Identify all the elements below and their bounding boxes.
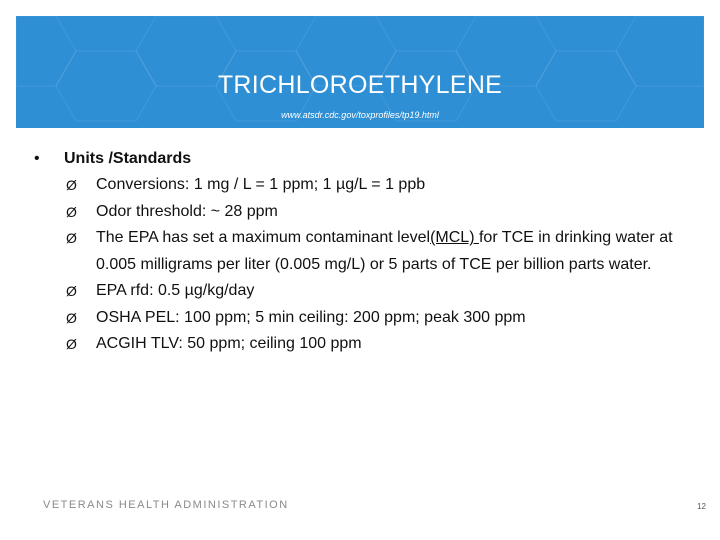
list-item	[34, 199, 694, 226]
section-heading-row	[34, 146, 694, 172]
title-banner	[16, 16, 704, 128]
arrow-bullet-icon: Ø	[66, 203, 77, 220]
footer-organization: VETERANS HEALTH ADMINISTRATION	[43, 499, 289, 511]
list-item-text: EPA rfd: 0.5 µg/kg/day	[96, 282, 255, 299]
arrow-bullet-icon: Ø	[66, 230, 77, 246]
mcl-text-after: for TCE in drinking water at 0.005 milligrams per liter (0.005 mg/L) or 5 parts of TCE per billion parts water.	[96, 229, 673, 273]
arrow-bullet-icon: Ø	[66, 177, 77, 193]
list-item	[34, 278, 694, 305]
mcl-text-before: The EPA has set a maximum contaminant level	[96, 229, 431, 246]
arrow-bullet-icon: Ø	[66, 336, 77, 352]
arrow-bullet-icon: Ø	[66, 283, 77, 299]
page-number: 12	[697, 502, 706, 511]
list-item-text: Conversions: 1 mg / L = 1 ppm; 1 µg/L = 1 ppb	[96, 176, 426, 193]
list-item-text: ACGIH TLV: 50 ppm; ceiling 100 ppm	[96, 335, 362, 352]
list-item	[34, 172, 694, 199]
list-item-text: OSHA PEL: 100 ppm; 5 min ceiling: 200 ppm; peak 300 ppm	[96, 308, 526, 326]
source-url: www.atsdr.cdc.gov/toxprofiles/tp19.html	[281, 110, 439, 120]
slide-title: TRICHLOROETHYLENE	[217, 71, 503, 99]
arrow-bullet-icon: Ø	[66, 309, 77, 326]
list-item	[34, 305, 694, 332]
list-item-text	[96, 225, 694, 278]
bullet-icon: •	[34, 150, 40, 167]
mcl-link[interactable]: (MCL)	[430, 229, 479, 246]
section-heading: Units /Standards	[64, 150, 192, 167]
slide-content	[34, 146, 694, 358]
list-item-text: Odor threshold: ~ 28 ppm	[96, 202, 278, 220]
list-item	[34, 331, 694, 358]
list-item	[34, 225, 694, 278]
